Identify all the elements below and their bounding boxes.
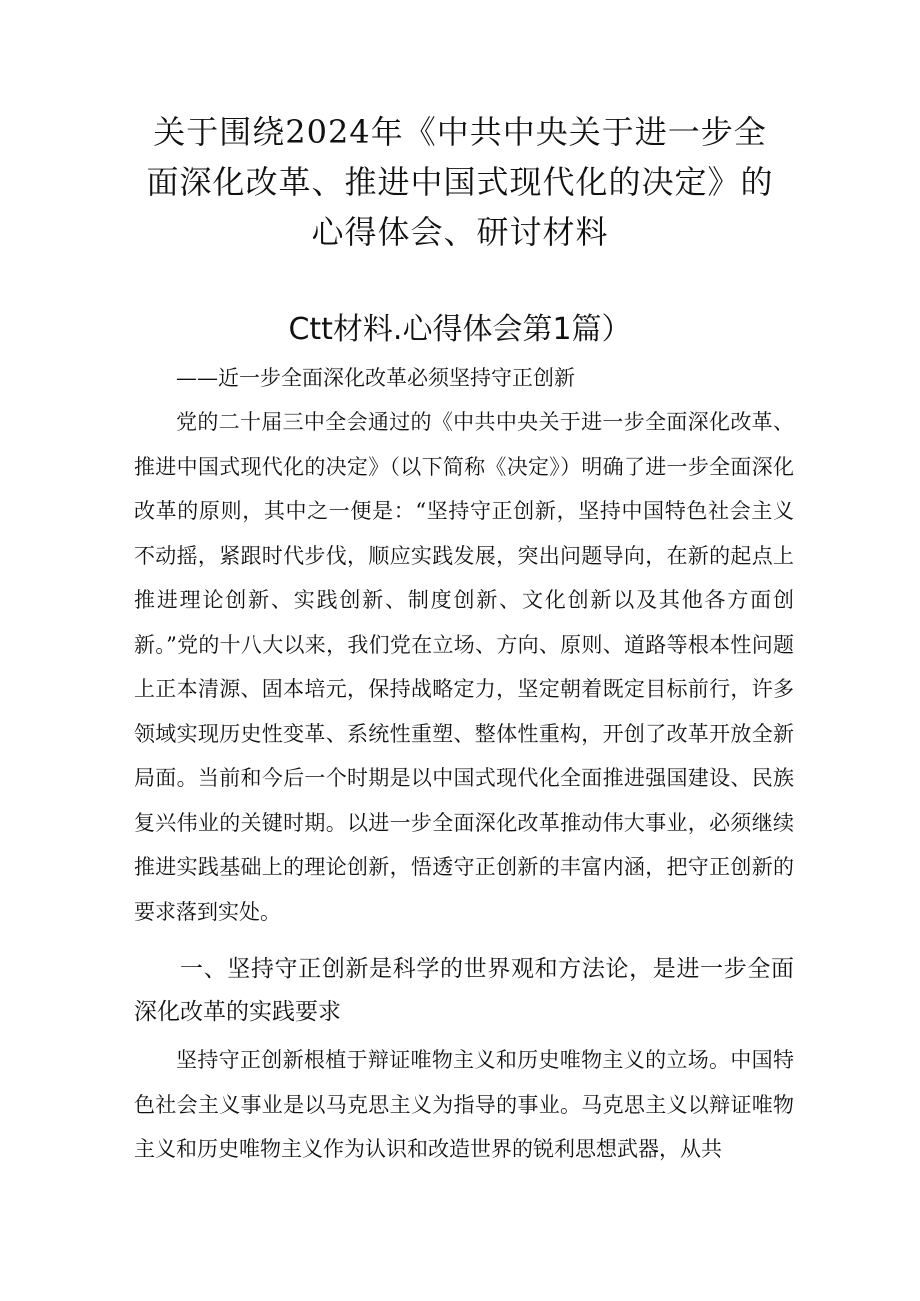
section-subtitle: Ctt材料.心得体会第1篇） — [288, 312, 632, 347]
section-heading-1: 一、坚持守正创新是科学的世界观和方法论，是进一步全面深化改革的实践要求 — [134, 956, 794, 1025]
document-title-line-1: 关于围绕2024年《中共中央关于进一步全 — [153, 113, 767, 151]
body-paragraph-1: 党的二十届三中全会通过的《中共中央关于进一步全面深化改革、推进中国式现代化的决定》（以下简称《决定》）明确了进一步全面深化改革的原则，其中之一便是：“坚持守正创新，坚持中国特色社会主义不动摇，紧跟时代步伐，顺应实践发展，突出问题导向，在新的起点上推进理论创新、实践创新、制度创新、文化创新以及其他各方面创新。”党的十八大以来，我们党在立场、方向、原则、道路等根本性问题上正本清源、固本培元，保持战略定力，坚定朝着既定目标前行，许多领域实现历史性变革、系统性重塑、整体性重构，开创了改革开放全新局面。当前和今后一个时期是以中国式现代化全面推进强国建设、民族复兴伟业的关键时期。以进一步全面深化改革推动伟大事业，必须继续推进实践基础上的理论创新，悟透守正创新的丰富内涵，把守正创新的要求落到实处。 — [134, 410, 794, 924]
article-theme-line: ——近一步全面深化改革必须坚持守正创新 — [176, 366, 575, 390]
body-paragraph-2: 坚持守正创新根植于辩证唯物主义和历史唯物主义的立场。中国特色社会主义事业是以马克思主义为指导的事业。马克思主义以辩证唯物主义和历史唯物主义作为认识和改造世界的锐利思想武器，从共 — [134, 1048, 794, 1161]
document-title-line-3: 心得体会、研讨材料 — [311, 213, 609, 251]
document-title-line-2: 面深化改革、推进中国式现代化的决定》的 — [146, 163, 774, 201]
